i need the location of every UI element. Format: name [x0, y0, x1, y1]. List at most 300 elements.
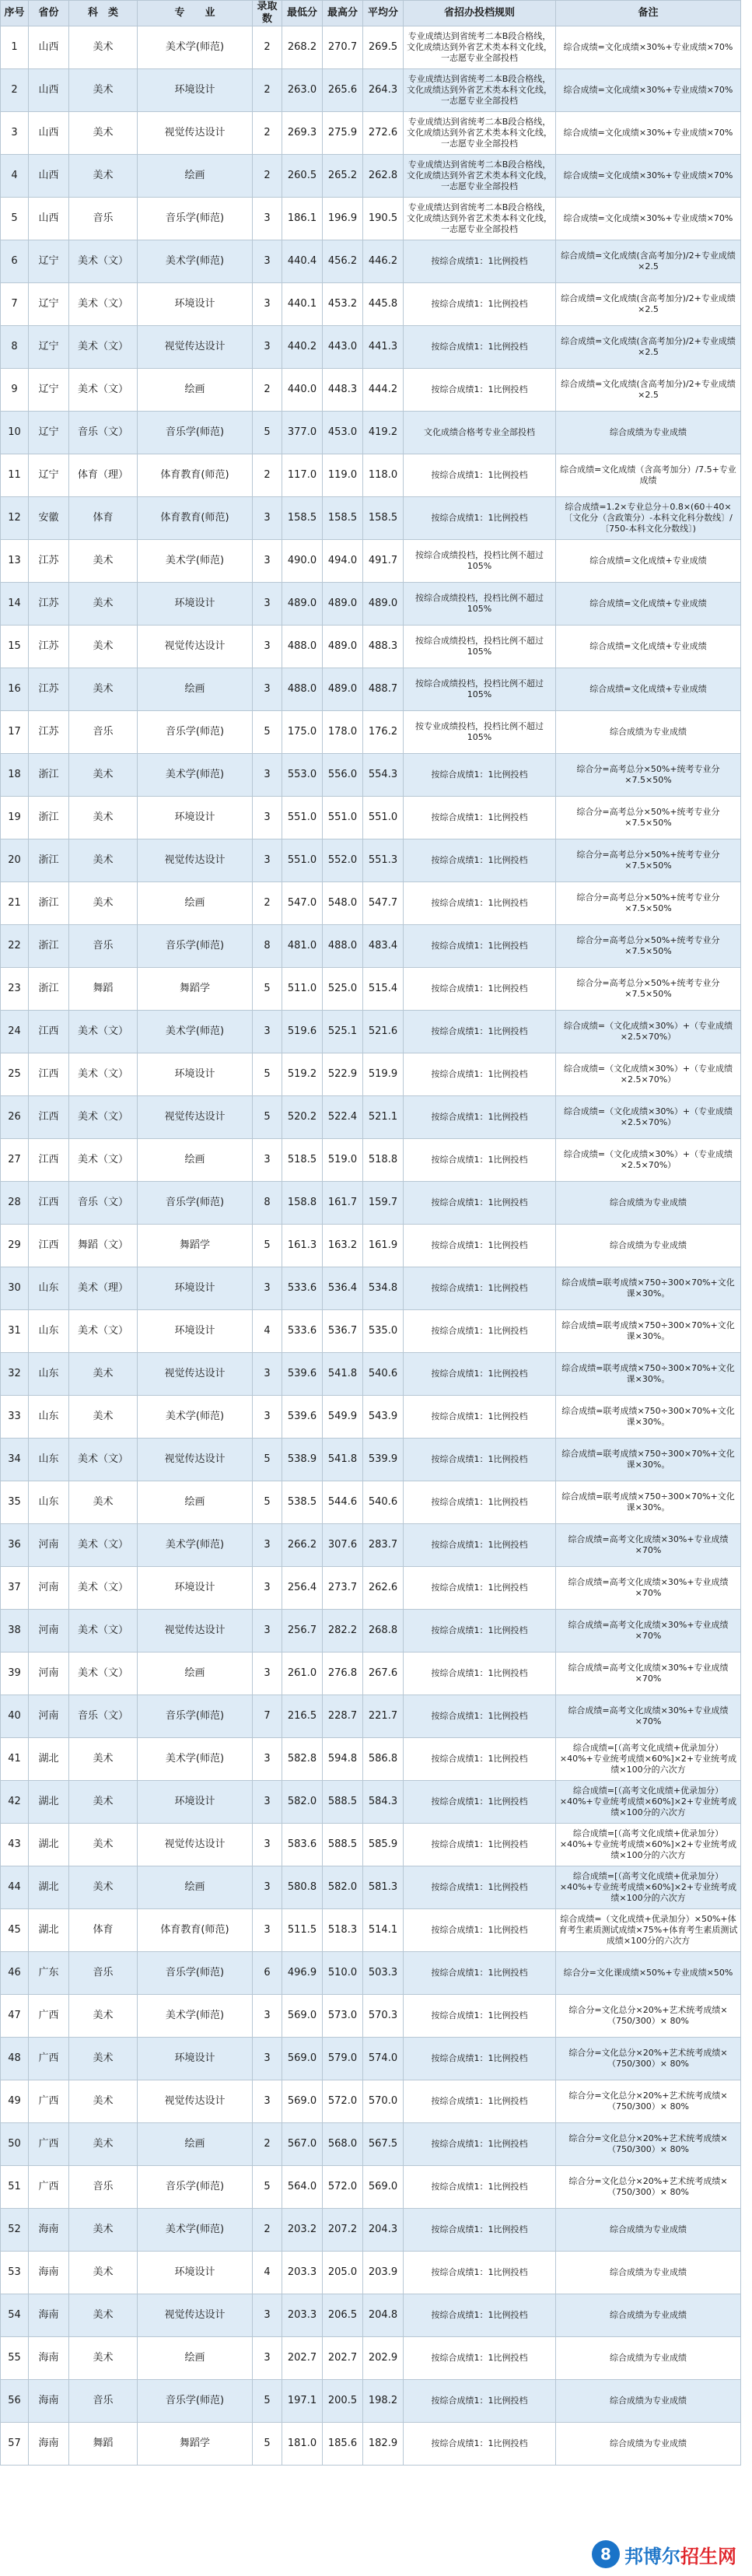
max-score-cell: 519.0 — [323, 1139, 363, 1182]
max-score-cell: 489.0 — [323, 668, 363, 711]
row-index: 15 — [1, 626, 29, 668]
min-score-cell: 440.4 — [282, 240, 323, 283]
province-cell: 海南 — [29, 2294, 69, 2337]
category-cell: 美术 — [69, 882, 138, 925]
row-index: 32 — [1, 1353, 29, 1396]
column-header: 科 类 — [69, 1, 138, 26]
min-score-cell: 520.2 — [282, 1096, 323, 1139]
column-header: 平均分 — [363, 1, 404, 26]
note-cell: 综合成绩=联考成绩×750÷300×70%+文化课×30%。 — [556, 1267, 741, 1310]
avg-score-cell: 551.3 — [363, 839, 404, 882]
max-score-cell: 282.2 — [323, 1610, 363, 1652]
major-cell: 视觉传达设计 — [138, 1610, 253, 1652]
category-cell: 美术 — [69, 1481, 138, 1524]
note-cell: 综合成绩为专业成绩 — [556, 1182, 741, 1225]
rule-cell: 按综合成绩1：1比例投档 — [404, 1225, 556, 1267]
avg-score-cell: 221.7 — [363, 1695, 404, 1738]
avg-score-cell: 514.1 — [363, 1909, 404, 1952]
province-cell: 辽宁 — [29, 454, 69, 497]
note-cell: 综合成绩=文化成绩×30%+专业成绩×70% — [556, 26, 741, 69]
category-cell: 美术（文） — [69, 283, 138, 326]
rule-cell: 按综合成绩1：1比例投档 — [404, 2038, 556, 2080]
column-header: 最低分 — [282, 1, 323, 26]
max-score-cell: 556.0 — [323, 754, 363, 797]
note-cell: 综合成绩为专业成绩 — [556, 2380, 741, 2423]
province-cell: 海南 — [29, 2423, 69, 2466]
row-index: 10 — [1, 412, 29, 454]
rule-cell: 按综合成绩1：1比例投档 — [404, 1096, 556, 1139]
avg-score-cell: 551.0 — [363, 797, 404, 839]
province-cell: 山东 — [29, 1396, 69, 1439]
table-row — [1, 1995, 741, 2038]
rule-cell: 按综合成绩1：1比例投档 — [404, 1011, 556, 1053]
min-score-cell: 161.3 — [282, 1225, 323, 1267]
rule-cell: 按综合成绩1：1比例投档 — [404, 1738, 556, 1781]
row-index: 1 — [1, 26, 29, 69]
avg-score-cell: 441.3 — [363, 326, 404, 369]
max-score-cell: 276.8 — [323, 1652, 363, 1695]
table-row — [1, 2166, 741, 2209]
category-cell: 美术（文） — [69, 1310, 138, 1353]
category-cell: 美术（文） — [69, 1139, 138, 1182]
min-score-cell: 266.2 — [282, 1524, 323, 1567]
note-cell: 综合成绩=文化成绩×30%+专业成绩×70% — [556, 69, 741, 112]
admitted-count-cell: 3 — [253, 2080, 282, 2123]
min-score-cell: 583.6 — [282, 1824, 323, 1866]
category-cell: 音乐 — [69, 711, 138, 754]
table-row — [1, 112, 741, 155]
table-row — [1, 497, 741, 540]
admitted-count-cell: 2 — [253, 2209, 282, 2252]
min-score-cell: 538.9 — [282, 1439, 323, 1481]
note-cell: 综合成绩=文化成绩(含高考加分)/2+专业成绩×2.5 — [556, 326, 741, 369]
avg-score-cell: 570.0 — [363, 2080, 404, 2123]
province-cell: 浙江 — [29, 925, 69, 968]
province-cell: 江西 — [29, 1182, 69, 1225]
note-cell: 综合成绩为专业成绩 — [556, 412, 741, 454]
table-row — [1, 1353, 741, 1396]
row-index: 24 — [1, 1011, 29, 1053]
admitted-count-cell: 3 — [253, 2294, 282, 2337]
major-cell: 美术学(师范) — [138, 540, 253, 583]
min-score-cell: 260.5 — [282, 155, 323, 198]
admitted-count-cell: 3 — [253, 2038, 282, 2080]
major-cell: 环境设计 — [138, 69, 253, 112]
note-cell: 综合成绩=（文化成绩×30%）+（专业成绩×2.5×70%） — [556, 1011, 741, 1053]
row-index: 42 — [1, 1781, 29, 1824]
rule-cell: 按综合成绩1：1比例投档 — [404, 1652, 556, 1695]
column-header: 序号 — [1, 1, 29, 26]
min-score-cell: 269.3 — [282, 112, 323, 155]
rule-cell: 按综合成绩1：1比例投档 — [404, 1995, 556, 2038]
row-index: 37 — [1, 1567, 29, 1610]
province-cell: 山西 — [29, 112, 69, 155]
table-row — [1, 1524, 741, 1567]
max-score-cell: 541.8 — [323, 1353, 363, 1396]
avg-score-cell: 204.3 — [363, 2209, 404, 2252]
note-cell: 综合成绩=[（高考文化成绩+优录加分）×40%+专业统考成绩×60%]×2+专业统考成绩×100分的六次方 — [556, 1824, 741, 1866]
major-cell: 绘画 — [138, 369, 253, 412]
category-cell: 美术 — [69, 2038, 138, 2080]
table-body — [1, 26, 741, 2466]
province-cell: 湖北 — [29, 1738, 69, 1781]
rule-cell: 按综合成绩1：1比例投档 — [404, 454, 556, 497]
table-row — [1, 1053, 741, 1096]
province-cell: 浙江 — [29, 754, 69, 797]
max-score-cell: 307.6 — [323, 1524, 363, 1567]
table-row — [1, 412, 741, 454]
province-cell: 广西 — [29, 2080, 69, 2123]
rule-cell: 按综合成绩1：1比例投档 — [404, 2123, 556, 2166]
province-cell: 江苏 — [29, 540, 69, 583]
major-cell: 绘画 — [138, 1866, 253, 1909]
major-cell: 环境设计 — [138, 583, 253, 626]
row-index: 6 — [1, 240, 29, 283]
row-index: 55 — [1, 2337, 29, 2380]
max-score-cell: 525.0 — [323, 968, 363, 1011]
avg-score-cell: 518.8 — [363, 1139, 404, 1182]
max-score-cell: 568.0 — [323, 2123, 363, 2166]
max-score-cell: 510.0 — [323, 1952, 363, 1995]
province-cell: 江西 — [29, 1225, 69, 1267]
row-index: 43 — [1, 1824, 29, 1866]
admitted-count-cell: 2 — [253, 26, 282, 69]
category-cell: 音乐 — [69, 925, 138, 968]
table-row — [1, 2294, 741, 2337]
category-cell: 美术 — [69, 155, 138, 198]
major-cell: 美术学(师范) — [138, 1011, 253, 1053]
major-cell: 视觉传达设计 — [138, 626, 253, 668]
max-score-cell: 158.5 — [323, 497, 363, 540]
table-row — [1, 1952, 741, 1995]
note-cell: 综合分=文化总分×20%+艺术统考成绩×（750/300）× 80% — [556, 2080, 741, 2123]
major-cell: 绘画 — [138, 2123, 253, 2166]
row-index: 33 — [1, 1396, 29, 1439]
column-header: 专 业 — [138, 1, 253, 26]
max-score-cell: 265.6 — [323, 69, 363, 112]
note-cell: 综合分=高考总分×50%+统考专业分×7.5×50% — [556, 882, 741, 925]
note-cell: 综合分=高考总分×50%+统考专业分×7.5×50% — [556, 839, 741, 882]
note-cell: 综合成绩为专业成绩 — [556, 1225, 741, 1267]
row-index: 52 — [1, 2209, 29, 2252]
max-score-cell: 588.5 — [323, 1781, 363, 1824]
admitted-count-cell: 2 — [253, 882, 282, 925]
note-cell: 综合成绩=高考文化成绩×30%+专业成绩×70% — [556, 1567, 741, 1610]
category-cell: 美术 — [69, 2080, 138, 2123]
min-score-cell: 202.7 — [282, 2337, 323, 2380]
rule-cell: 按综合成绩1：1比例投档 — [404, 1781, 556, 1824]
rule-cell: 按综合成绩1：1比例投档 — [404, 2294, 556, 2337]
note-cell: 综合成绩=文化成绩×30%+专业成绩×70% — [556, 198, 741, 240]
max-score-cell: 572.0 — [323, 2166, 363, 2209]
admitted-count-cell: 5 — [253, 1481, 282, 1524]
major-cell: 视觉传达设计 — [138, 1824, 253, 1866]
min-score-cell: 511.0 — [282, 968, 323, 1011]
rule-cell: 专业成绩达到省统考二本B段合格线，文化成绩达到外省艺术类本科文化线，一志愿专业全部投档 — [404, 112, 556, 155]
admitted-count-cell: 3 — [253, 626, 282, 668]
row-index: 7 — [1, 283, 29, 326]
note-cell: 综合成绩为专业成绩 — [556, 2423, 741, 2466]
row-index: 45 — [1, 1909, 29, 1952]
major-cell: 音乐学(师范) — [138, 198, 253, 240]
table-row — [1, 925, 741, 968]
row-index: 56 — [1, 2380, 29, 2423]
category-cell: 美术 — [69, 1396, 138, 1439]
province-cell: 辽宁 — [29, 326, 69, 369]
min-score-cell: 518.5 — [282, 1139, 323, 1182]
table-row — [1, 1695, 741, 1738]
brand-name: 邦博尔招生网 — [624, 2545, 736, 2567]
note-cell: 综合成绩=联考成绩×750÷300×70%+文化课×30%。 — [556, 1439, 741, 1481]
category-cell: 美术（文） — [69, 369, 138, 412]
avg-score-cell: 269.5 — [363, 26, 404, 69]
note-cell: 综合成绩=文化成绩+专业成绩 — [556, 668, 741, 711]
rule-cell: 按综合成绩1：1比例投档 — [404, 882, 556, 925]
admitted-count-cell: 5 — [253, 1096, 282, 1139]
rule-cell: 按综合成绩1：1比例投档 — [404, 1567, 556, 1610]
admitted-count-cell: 3 — [253, 583, 282, 626]
max-score-cell: 273.7 — [323, 1567, 363, 1610]
major-cell: 视觉传达设计 — [138, 1353, 253, 1396]
table-header — [1, 1, 741, 26]
major-cell: 环境设计 — [138, 1310, 253, 1353]
note-cell: 综合成绩为专业成绩 — [556, 711, 741, 754]
max-score-cell: 541.8 — [323, 1439, 363, 1481]
min-score-cell: 564.0 — [282, 2166, 323, 2209]
row-index: 14 — [1, 583, 29, 626]
avg-score-cell: 503.3 — [363, 1952, 404, 1995]
rule-cell: 按综合成绩1：1比例投档 — [404, 2209, 556, 2252]
category-cell: 体育 — [69, 1909, 138, 1952]
min-score-cell: 553.0 — [282, 754, 323, 797]
major-cell: 绘画 — [138, 668, 253, 711]
rule-cell: 按综合成绩1：1比例投档 — [404, 497, 556, 540]
major-cell: 美术学(师范) — [138, 1738, 253, 1781]
major-cell: 绘画 — [138, 1652, 253, 1695]
note-cell: 综合成绩=高考文化成绩×30%+专业成绩×70% — [556, 1652, 741, 1695]
avg-score-cell: 586.8 — [363, 1738, 404, 1781]
rule-cell: 按综合成绩1：1比例投档 — [404, 1909, 556, 1952]
avg-score-cell: 444.2 — [363, 369, 404, 412]
province-cell: 广西 — [29, 2038, 69, 2080]
min-score-cell: 582.0 — [282, 1781, 323, 1824]
admitted-count-cell: 3 — [253, 240, 282, 283]
major-cell: 音乐学(师范) — [138, 1952, 253, 1995]
row-index: 27 — [1, 1139, 29, 1182]
max-score-cell: 573.0 — [323, 1995, 363, 2038]
note-cell: 综合成绩=（文化成绩+优录加分）×50%+体育考生素质测试成绩×75%+体育考生素质测试成绩×100分的六次方 — [556, 1909, 741, 1952]
province-cell: 安徽 — [29, 497, 69, 540]
table-row — [1, 1738, 741, 1781]
note-cell: 综合成绩=（文化成绩×30%）+（专业成绩×2.5×70%） — [556, 1053, 741, 1096]
province-cell: 山西 — [29, 69, 69, 112]
row-index: 39 — [1, 1652, 29, 1695]
rule-cell: 按综合成绩1：1比例投档 — [404, 1610, 556, 1652]
category-cell: 美术（文） — [69, 1439, 138, 1481]
table-row — [1, 1139, 741, 1182]
max-score-cell: 206.5 — [323, 2294, 363, 2337]
category-cell: 美术（文） — [69, 1011, 138, 1053]
column-header: 省份 — [29, 1, 69, 26]
category-cell: 美术 — [69, 668, 138, 711]
category-cell: 美术 — [69, 26, 138, 69]
min-score-cell: 569.0 — [282, 2038, 323, 2080]
admitted-count-cell: 3 — [253, 1567, 282, 1610]
avg-score-cell: 569.0 — [363, 2166, 404, 2209]
rule-cell: 按综合成绩1：1比例投档 — [404, 1439, 556, 1481]
category-cell: 美术 — [69, 2252, 138, 2294]
admitted-count-cell: 3 — [253, 668, 282, 711]
province-cell: 江苏 — [29, 711, 69, 754]
rule-cell: 按综合成绩投档，投档比例不超过105% — [404, 540, 556, 583]
avg-score-cell: 272.6 — [363, 112, 404, 155]
avg-score-cell: 190.5 — [363, 198, 404, 240]
max-score-cell: 163.2 — [323, 1225, 363, 1267]
note-cell: 综合成绩=[（高考文化成绩+优录加分）×40%+专业统考成绩×60%]×2+专业统考成绩×100分的六次方 — [556, 1866, 741, 1909]
max-score-cell: 205.0 — [323, 2252, 363, 2294]
avg-score-cell: 585.9 — [363, 1824, 404, 1866]
province-cell: 浙江 — [29, 839, 69, 882]
table-row — [1, 1567, 741, 1610]
admitted-count-cell: 3 — [253, 1995, 282, 2038]
table-row — [1, 2080, 741, 2123]
rule-cell: 按综合成绩1：1比例投档 — [404, 839, 556, 882]
row-index: 29 — [1, 1225, 29, 1267]
table-row — [1, 283, 741, 326]
province-cell: 广东 — [29, 1952, 69, 1995]
min-score-cell: 569.0 — [282, 1995, 323, 2038]
category-cell: 音乐 — [69, 198, 138, 240]
rule-cell: 按综合成绩1：1比例投档 — [404, 1353, 556, 1396]
category-cell: 美术（理） — [69, 1267, 138, 1310]
major-cell: 音乐学(师范) — [138, 1182, 253, 1225]
note-cell: 综合分=文化总分×20%+艺术统考成绩×（750/300）× 80% — [556, 2038, 741, 2080]
avg-score-cell: 515.4 — [363, 968, 404, 1011]
admitted-count-cell: 2 — [253, 155, 282, 198]
note-cell: 综合成绩=（文化成绩×30%）+（专业成绩×2.5×70%） — [556, 1139, 741, 1182]
row-index: 2 — [1, 69, 29, 112]
max-score-cell: 178.0 — [323, 711, 363, 754]
avg-score-cell: 445.8 — [363, 283, 404, 326]
avg-score-cell: 158.5 — [363, 497, 404, 540]
min-score-cell: 533.6 — [282, 1267, 323, 1310]
rule-cell: 按综合成绩1：1比例投档 — [404, 754, 556, 797]
major-cell: 美术学(师范) — [138, 26, 253, 69]
admitted-count-cell: 3 — [253, 497, 282, 540]
rule-cell: 按综合成绩1：1比例投档 — [404, 968, 556, 1011]
column-header: 备注 — [556, 1, 741, 26]
max-score-cell: 518.3 — [323, 1909, 363, 1952]
max-score-cell: 456.2 — [323, 240, 363, 283]
rule-cell: 按综合成绩1：1比例投档 — [404, 2423, 556, 2466]
table-row — [1, 540, 741, 583]
admitted-count-cell: 3 — [253, 797, 282, 839]
category-cell: 美术（文） — [69, 326, 138, 369]
category-cell: 美术 — [69, 1995, 138, 2038]
min-score-cell: 489.0 — [282, 583, 323, 626]
avg-score-cell: 540.6 — [363, 1481, 404, 1524]
province-cell: 辽宁 — [29, 369, 69, 412]
table-row — [1, 711, 741, 754]
major-cell: 环境设计 — [138, 1781, 253, 1824]
admitted-count-cell: 3 — [253, 1353, 282, 1396]
category-cell: 舞蹈 — [69, 968, 138, 1011]
major-cell: 绘画 — [138, 1481, 253, 1524]
min-score-cell: 551.0 — [282, 797, 323, 839]
province-cell: 江苏 — [29, 583, 69, 626]
category-cell: 美术 — [69, 1738, 138, 1781]
admitted-count-cell: 2 — [253, 454, 282, 497]
max-score-cell: 488.0 — [323, 925, 363, 968]
note-cell: 综合成绩为专业成绩 — [556, 2252, 741, 2294]
table-row — [1, 240, 741, 283]
note-cell: 综合成绩=[（高考文化成绩+优录加分）×40%+专业统考成绩×60%]×2+专业统考成绩×100分的六次方 — [556, 1781, 741, 1824]
max-score-cell: 443.0 — [323, 326, 363, 369]
note-cell: 综合成绩=联考成绩×750÷300×70%+文化课×30%。 — [556, 1481, 741, 1524]
min-score-cell: 203.3 — [282, 2294, 323, 2337]
table-row — [1, 69, 741, 112]
min-score-cell: 216.5 — [282, 1695, 323, 1738]
major-cell: 美术学(师范) — [138, 1396, 253, 1439]
admitted-count-cell: 3 — [253, 1267, 282, 1310]
table-row — [1, 326, 741, 369]
category-cell: 美术 — [69, 2209, 138, 2252]
max-score-cell: 552.0 — [323, 839, 363, 882]
province-cell: 河南 — [29, 1524, 69, 1567]
admitted-count-cell: 3 — [253, 1909, 282, 1952]
admitted-count-cell: 4 — [253, 2252, 282, 2294]
max-score-cell: 525.1 — [323, 1011, 363, 1053]
min-score-cell: 158.8 — [282, 1182, 323, 1225]
note-cell: 综合分=文化总分×20%+艺术统考成绩×（750/300）× 80% — [556, 2166, 741, 2209]
province-cell: 河南 — [29, 1652, 69, 1695]
rule-cell: 专业成绩达到省统考二本B段合格线，文化成绩达到外省艺术类本科文化线，一志愿专业全部投档 — [404, 26, 556, 69]
major-cell: 环境设计 — [138, 1053, 253, 1096]
rule-cell: 按综合成绩1：1比例投档 — [404, 925, 556, 968]
row-index: 54 — [1, 2294, 29, 2337]
province-cell: 海南 — [29, 2380, 69, 2423]
rule-cell: 按综合成绩1：1比例投档 — [404, 2380, 556, 2423]
category-cell: 美术 — [69, 839, 138, 882]
row-index: 3 — [1, 112, 29, 155]
category-cell: 美术 — [69, 1824, 138, 1866]
table-row — [1, 1824, 741, 1866]
major-cell: 美术学(师范) — [138, 1995, 253, 2038]
row-index: 41 — [1, 1738, 29, 1781]
min-score-cell: 377.0 — [282, 412, 323, 454]
admitted-count-cell: 3 — [253, 1139, 282, 1182]
table-row — [1, 1267, 741, 1310]
admitted-count-cell: 5 — [253, 1053, 282, 1096]
row-index: 28 — [1, 1182, 29, 1225]
rule-cell: 按综合成绩1：1比例投档 — [404, 1524, 556, 1567]
admitted-count-cell: 3 — [253, 1610, 282, 1652]
avg-score-cell: 182.9 — [363, 2423, 404, 2466]
province-cell: 河南 — [29, 1610, 69, 1652]
major-cell: 美术学(师范) — [138, 754, 253, 797]
major-cell: 绘画 — [138, 2337, 253, 2380]
category-cell: 美术（文） — [69, 240, 138, 283]
rule-cell: 按综合成绩1：1比例投档 — [404, 1310, 556, 1353]
min-score-cell: 197.1 — [282, 2380, 323, 2423]
avg-score-cell: 581.3 — [363, 1866, 404, 1909]
max-score-cell: 536.7 — [323, 1310, 363, 1353]
rule-cell: 按综合成绩1：1比例投档 — [404, 1481, 556, 1524]
table-row — [1, 839, 741, 882]
major-cell: 视觉传达设计 — [138, 2080, 253, 2123]
max-score-cell: 494.0 — [323, 540, 363, 583]
min-score-cell: 580.8 — [282, 1866, 323, 1909]
